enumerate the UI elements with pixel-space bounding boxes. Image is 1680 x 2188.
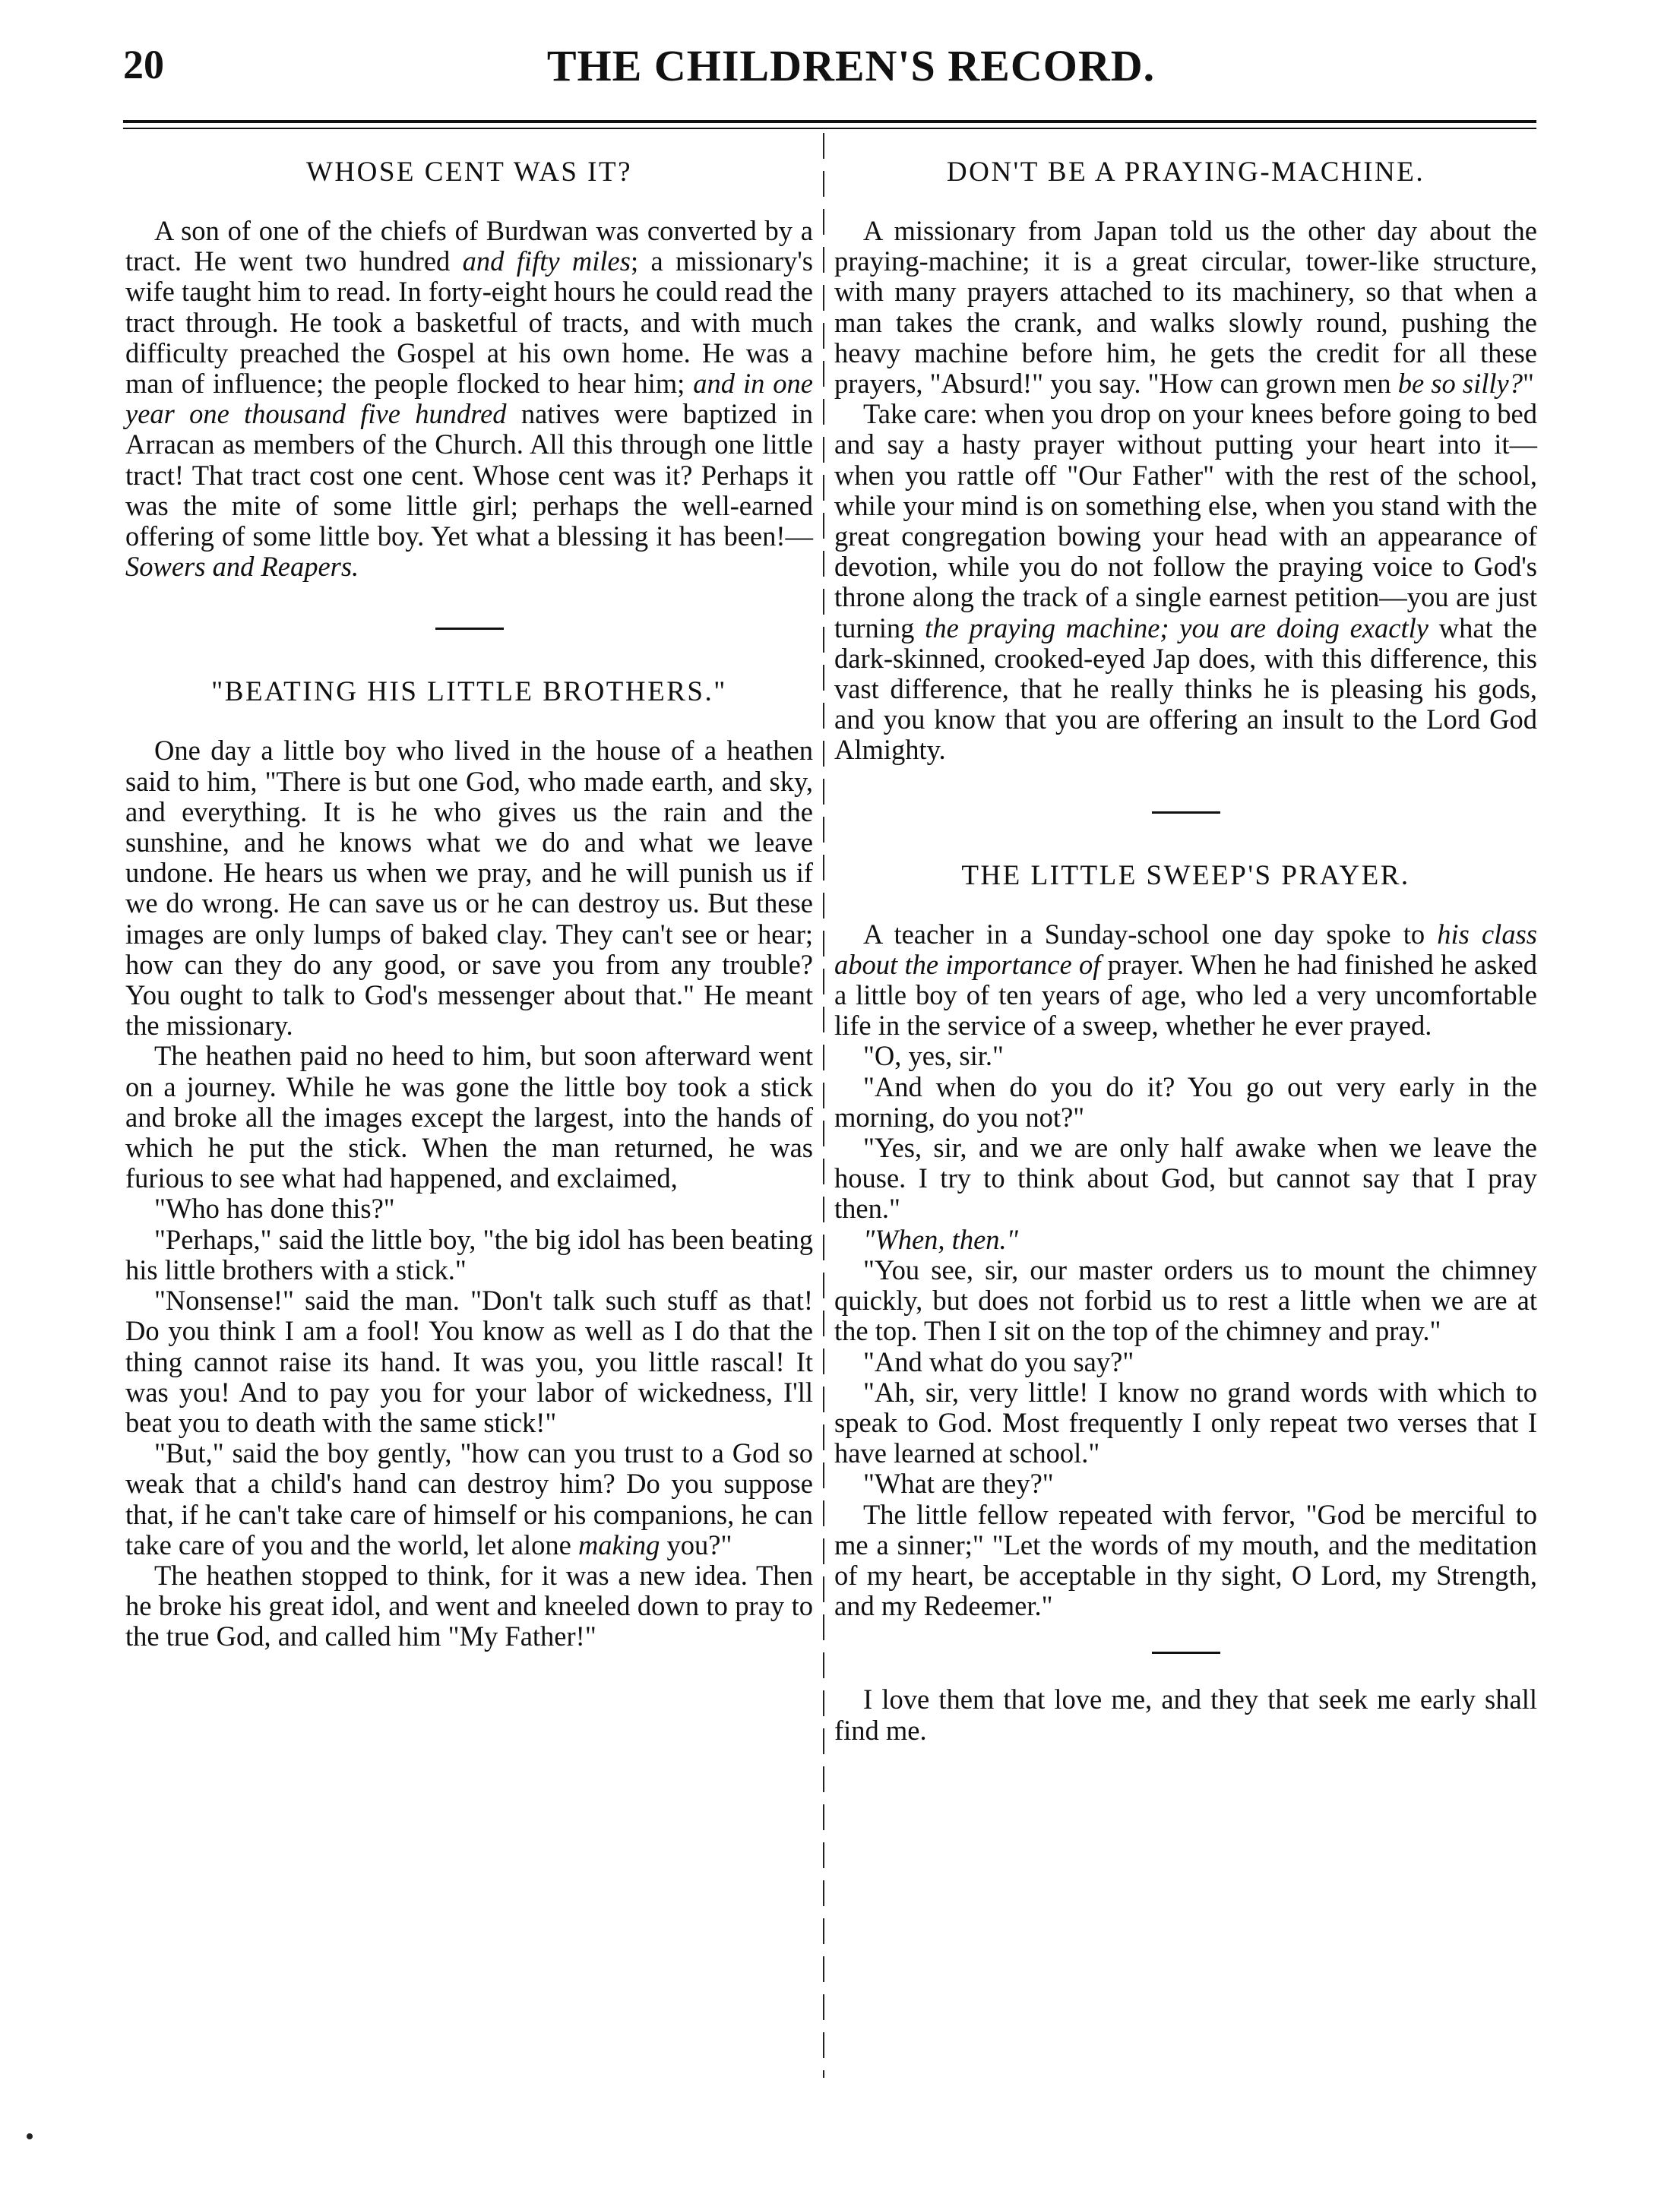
article-paragraph: Take care: when you drop on your knees before going to bed and say a hasty prayer without putting your heart into it—when you rattle off "Our Father" with the rest of the school, while your mind is on something else, when you stand with the great congregation bowing your head with an appearance of devotion, while you do not follow the praying voice to God's throne along the track of a single earnest petition—you are just turning the praying machine; you are doing exactly what the dark-skinned, crooked-eyed Jap does, with this difference, this vast difference, that he really thinks he is pleasing his gods, and you know that you are offering an insult to the Lord God Almighty. xyxy=(834,398,1538,766)
article-paragraph: "When, then." xyxy=(863,1223,1018,1255)
article-paragraph: "But," said the boy gently, "how can you trust to a God so weak that a child's hand can destroy him? Do you suppose that, if he can't take care of himself or his companions, he can take care of you and the world, let alone making you?" xyxy=(125,1437,813,1560)
article-title-whose-cent: WHOSE CENT WAS IT? xyxy=(305,157,633,188)
page-number: 20 xyxy=(123,42,164,87)
article-paragraph: "And when do you do it? You go out very early in the morning, do you not?" xyxy=(834,1070,1537,1133)
article-paragraph: "Perhaps," said the little boy, "the big idol has been beating his little brothers with a stick." xyxy=(125,1223,813,1285)
article-paragraph: "Yes, sir, and we are only half awake when we leave the house. I try to think about God, but cannot say that I pray then." xyxy=(834,1132,1537,1225)
column-divider xyxy=(823,133,824,2078)
article-paragraph: "You see, sir, our master orders us to mount the chimney quickly, but does not forbid us to rest a little when we are at the top. Then I sit on the top of the chimney and pray." xyxy=(834,1254,1537,1347)
article-title-sweeps-prayer: THE LITTLE SWEEP'S PRAYER. xyxy=(961,859,1410,891)
article-paragraph: The heathen stopped to think, for it was a new idea. Then he broke his great idol, and went and kneeled down to pray to the true God, and called him "My Father!" xyxy=(125,1559,813,1652)
print-speck xyxy=(27,2133,33,2139)
article-paragraph: "Who has done this?" xyxy=(154,1193,395,1225)
closing-verse: I love them that love me, and they that seek me early shall find me. xyxy=(834,1684,1537,1746)
article-paragraph: The little fellow repeated with fervor, "God be merciful to me a sinner;" "Let the words of my mouth, and the meditation of my heart, be acceptable in thy sight, O Lord, my Strength, and my Redeemer." xyxy=(834,1498,1537,1622)
article-title-praying-machine: DON'T BE A PRAYING-MACHINE. xyxy=(946,157,1425,188)
article-paragraph: "Ah, sir, very little! I know no grand words with which to speak to God. Most frequently I only repeat two verses that I have learned at school." xyxy=(834,1376,1537,1469)
article-paragraph: A missionary from Japan told us the other day about the praying-machine; it is a great circular, tower-like structure, with many prayers attached to its machinery, so that when a man takes the crank, and walks slowly round, pushing the heavy machine before him, he gets the credit for all these prayers, "Absurd!" you say. "How can grown men be so silly?" xyxy=(834,215,1537,400)
masthead-title: THE CHILDREN'S RECORD. xyxy=(546,41,1156,90)
article-paragraph: "Nonsense!" said the man. "Don't talk such stuff as that! Do you think I am a fool! You know as well as I do that the thing cannot raise its hand. It was you, you little rascal! It was you! And to pay you for your labor of wickedness, I'll beat you to death with the same stick!" xyxy=(125,1285,813,1438)
article-paragraph: The heathen paid no heed to him, but soon afterward went on a journey. While he was gone the little boy took a stick and broke all the images except the largest, into the hands of which he put the stick. When the man returned, he was furious to see what had happened, and exclaimed, xyxy=(125,1040,813,1194)
article-paragraph: A teacher in a Sunday-school one day spoke to his class about the importance of prayer. When he had finished he asked a little boy of ten years of age, who led a very uncomfortable life in the service of a sweep, whether he ever prayed. xyxy=(834,918,1537,1042)
header-rule-thick xyxy=(123,120,1536,123)
article-paragraph: "And what do you say?" xyxy=(863,1345,1134,1377)
header-rule-thin xyxy=(123,128,1536,129)
left-column xyxy=(125,156,813,1652)
right-column xyxy=(834,156,1537,1746)
article-paragraph: One day a little boy who lived in the house of a heathen said to him, "There is but one God, who made earth, and sky, and everything. It is he who gives us the rain and the sunshine, and he knows what we do and what we leave undone. He hears us when we pray, and he will punish us if we do wrong. He can save us or he can destroy us. But these images are only lumps of baked clay. They can't see or hear; how can they do any good, or save you from any trouble? You ought to talk to God's messenger about that." He meant the missionary. xyxy=(125,735,813,1042)
article-paragraph: "What are they?" xyxy=(863,1468,1054,1500)
article-title-beating-brothers: "BEATING HIS LITTLE BROTHERS." xyxy=(211,676,727,708)
article-paragraph: "O, yes, sir." xyxy=(863,1040,1004,1072)
article-paragraph: A son of one of the chiefs of Burdwan was converted by a tract. He went two hundred and fifty miles; a missionary's wife taught him to read. In forty-eight hours he could read the tract through. He took a basketful of tracts, and with much difficulty preached the Gospel at his own home. He was a man of influence; the people flocked to hear him; and in one year one thousand five hundred natives were baptized in Arracan as members of the Church. All this through one little tract! That tract cost one cent. Whose cent was it? Perhaps it was the mite of some little girl; perhaps the well-earned offering of some little boy. Yet what a blessing it has been!—Sowers and Reapers. xyxy=(125,215,814,583)
